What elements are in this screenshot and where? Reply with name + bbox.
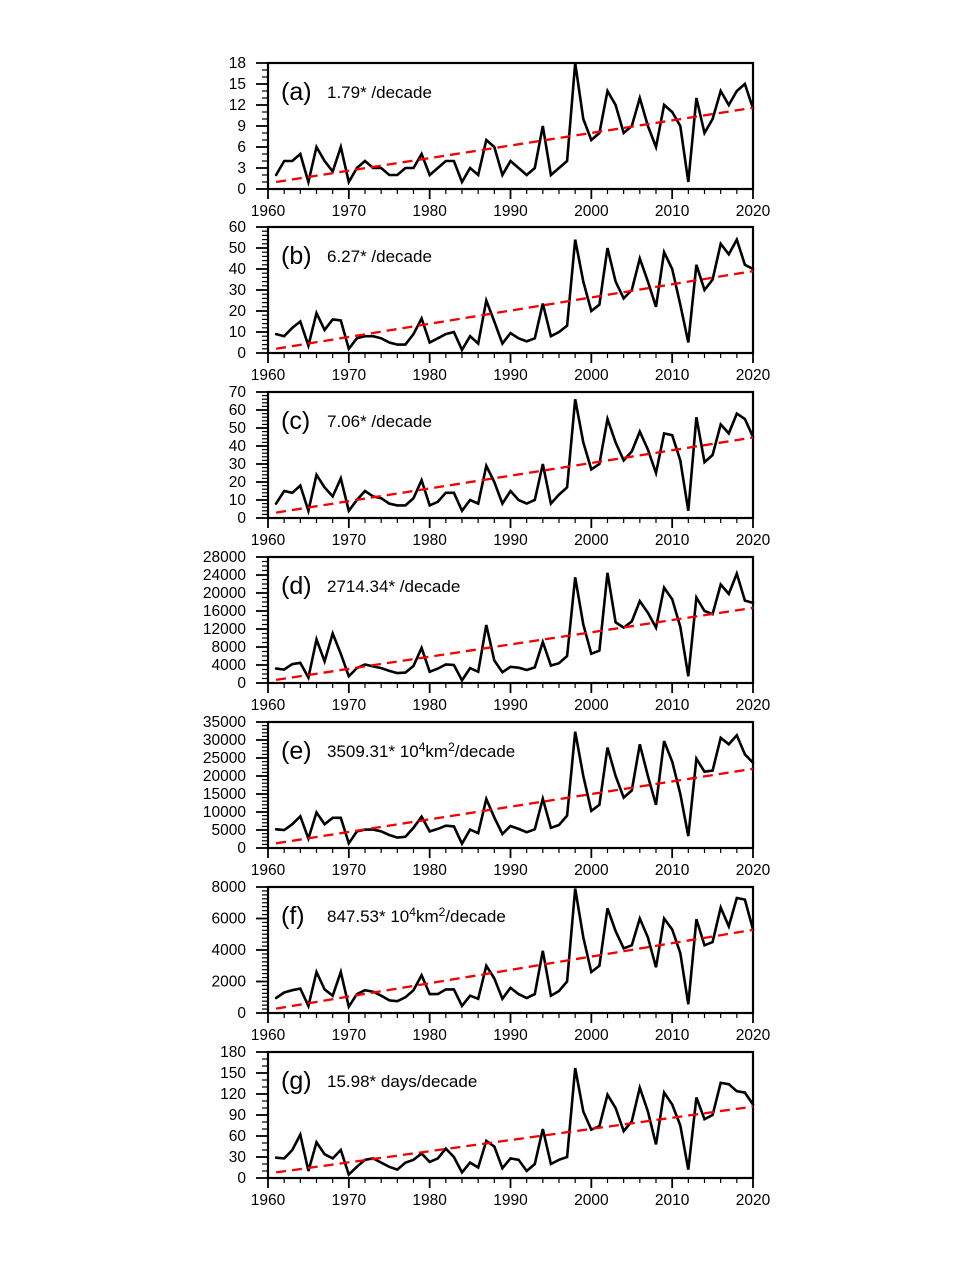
y-axis-ticks-a xyxy=(256,63,268,189)
x-tick-label: 1970 xyxy=(331,697,367,714)
x-tick-label: 1970 xyxy=(331,1027,367,1044)
x-tick-label: 1990 xyxy=(493,1027,528,1044)
y-tick-label: 20 xyxy=(228,303,246,321)
y-tick-label: 4000 xyxy=(211,657,246,675)
x-axis-ticks-b xyxy=(268,353,753,363)
x-tick-label: 2010 xyxy=(654,1192,690,1209)
x-tick-label: 1980 xyxy=(412,862,447,879)
x-tick-label: 1970 xyxy=(331,532,367,549)
y-tick-label: 0 xyxy=(237,345,246,363)
x-axis-ticks-e xyxy=(268,848,753,858)
y-tick-label: 30 xyxy=(228,456,246,474)
x-tick-label: 2020 xyxy=(735,1027,771,1044)
y-axis-ticks-f xyxy=(256,887,268,1013)
y-tick-label: 0 xyxy=(237,675,246,693)
trend-line-f xyxy=(276,930,753,1009)
y-tick-label: 60 xyxy=(228,219,246,237)
y-axis-ticks-g xyxy=(256,1052,268,1178)
trend-line-a xyxy=(276,108,753,182)
y-tick-label: 28000 xyxy=(202,549,246,567)
y-tick-label: 0 xyxy=(237,181,246,199)
y-tick-label: 40 xyxy=(228,261,246,279)
x-tick-label: 1980 xyxy=(412,367,447,384)
panel-letter-a: (a) xyxy=(281,78,312,106)
y-tick-label: 20 xyxy=(228,474,246,492)
panel-letter-d: (d) xyxy=(281,572,312,600)
panel-annotation-g: 15.98* days/decade xyxy=(327,1072,478,1091)
y-tick-label: 30 xyxy=(228,282,246,300)
x-tick-label: 1990 xyxy=(493,367,528,384)
x-tick-label: 1970 xyxy=(331,203,367,220)
y-tick-label: 5000 xyxy=(211,822,246,840)
x-tick-label: 1970 xyxy=(331,367,367,384)
x-tick-label: 1980 xyxy=(412,1192,447,1209)
y-tick-label: 25000 xyxy=(202,750,246,768)
panel-annotation-d: 2714.34* /decade xyxy=(327,577,461,596)
y-tick-label: 180 xyxy=(220,1044,246,1062)
panel-d xyxy=(203,549,771,714)
trend-line-g xyxy=(276,1107,753,1173)
x-tick-label: 1980 xyxy=(412,697,447,714)
panel-a xyxy=(229,55,771,220)
x-tick-label: 1990 xyxy=(493,862,528,879)
panel-letter-g: (g) xyxy=(281,1067,312,1095)
x-tick-label: 1960 xyxy=(250,532,286,549)
y-tick-label: 9 xyxy=(237,118,246,136)
x-tick-label: 2020 xyxy=(735,532,771,549)
x-axis-ticks-d xyxy=(268,683,753,693)
y-tick-label: 12000 xyxy=(202,621,246,639)
panel-letter-e: (e) xyxy=(281,737,312,765)
y-tick-label: 30000 xyxy=(202,732,246,750)
panel-letter-f: (f) xyxy=(281,902,305,930)
x-tick-label: 2000 xyxy=(574,367,609,384)
x-tick-label: 2010 xyxy=(654,367,690,384)
x-axis-ticks-g xyxy=(268,1178,753,1188)
y-tick-label: 50 xyxy=(228,420,246,438)
panel-b xyxy=(229,219,771,384)
x-tick-label: 2000 xyxy=(574,1192,609,1209)
y-tick-label: 24000 xyxy=(202,567,246,585)
y-tick-label: 30 xyxy=(228,1149,246,1167)
panel-annotation-e: 3509.31* $10^4km^2$/decade xyxy=(327,740,516,761)
y-tick-label: 35000 xyxy=(202,714,246,732)
panel-g xyxy=(220,1044,770,1209)
x-tick-label: 2010 xyxy=(654,203,690,220)
y-tick-label: 3 xyxy=(237,160,246,178)
y-tick-label: 0 xyxy=(237,840,246,858)
x-tick-label: 2020 xyxy=(735,862,771,879)
x-tick-label: 1980 xyxy=(412,203,447,220)
x-axis-ticks-a xyxy=(268,189,753,199)
y-tick-label: 150 xyxy=(220,1065,246,1083)
x-tick-label: 1960 xyxy=(250,862,286,879)
y-tick-label: 10 xyxy=(228,324,246,342)
x-tick-label: 1990 xyxy=(493,203,528,220)
panel-annotation-b: 6.27* /decade xyxy=(327,247,432,266)
x-tick-label: 1960 xyxy=(250,1027,286,1044)
y-tick-label: 10000 xyxy=(202,804,246,822)
x-tick-label: 1980 xyxy=(412,532,447,549)
panel-annotation-f: 847.53* $10^4km^2$/decade xyxy=(327,905,506,926)
y-tick-label: 20000 xyxy=(202,768,246,786)
x-tick-label: 2020 xyxy=(735,1192,771,1209)
y-tick-label: 6000 xyxy=(211,910,246,928)
y-axis-ticks-d xyxy=(256,557,268,683)
x-tick-label: 2010 xyxy=(654,1027,690,1044)
panel-f xyxy=(212,879,771,1044)
y-tick-label: 16000 xyxy=(202,603,246,621)
y-tick-label: 18 xyxy=(228,55,246,73)
x-tick-label: 2010 xyxy=(654,862,690,879)
y-tick-label: 70 xyxy=(228,384,246,402)
x-tick-label: 1960 xyxy=(250,1192,286,1209)
trend-line-d xyxy=(276,608,753,680)
x-tick-label: 2020 xyxy=(735,367,771,384)
y-axis-ticks-b xyxy=(256,227,268,353)
y-tick-label: 20000 xyxy=(202,585,246,603)
x-tick-label: 2000 xyxy=(574,532,609,549)
x-tick-label: 1960 xyxy=(250,697,286,714)
y-tick-label: 12 xyxy=(228,97,246,115)
x-tick-label: 1990 xyxy=(493,532,528,549)
y-tick-label: 120 xyxy=(220,1086,246,1104)
y-tick-label: 40 xyxy=(228,438,246,456)
y-tick-label: 2000 xyxy=(211,973,246,991)
y-tick-label: 50 xyxy=(228,240,246,258)
x-tick-label: 1960 xyxy=(250,203,286,220)
y-tick-label: 6 xyxy=(237,139,246,157)
x-tick-label: 1980 xyxy=(412,1027,447,1044)
series-line-a xyxy=(276,63,753,182)
x-tick-label: 1960 xyxy=(250,367,286,384)
y-tick-label: 10 xyxy=(228,492,246,510)
y-tick-label: 0 xyxy=(237,1170,246,1188)
panel-annotation-a: 1.79* /decade xyxy=(327,83,432,102)
y-axis-ticks-c xyxy=(256,392,268,518)
x-tick-label: 2020 xyxy=(735,697,771,714)
x-axis-ticks-c xyxy=(268,518,753,528)
x-tick-label: 1990 xyxy=(493,1192,528,1209)
y-tick-label: 15000 xyxy=(202,786,246,804)
panel-annotation-c: 7.06* /decade xyxy=(327,412,432,431)
y-tick-label: 60 xyxy=(228,402,246,420)
y-tick-label: 15 xyxy=(228,76,246,94)
x-tick-label: 2000 xyxy=(574,203,609,220)
x-tick-label: 2000 xyxy=(574,862,609,879)
panel-e xyxy=(203,714,771,879)
y-tick-label: 0 xyxy=(237,1005,246,1023)
y-tick-label: 8000 xyxy=(211,879,246,897)
x-tick-label: 2010 xyxy=(654,697,690,714)
y-tick-label: 0 xyxy=(237,510,246,528)
x-tick-label: 2000 xyxy=(574,1027,609,1044)
plot-frame-c xyxy=(268,392,753,518)
y-tick-label: 90 xyxy=(228,1107,246,1125)
x-tick-label: 1990 xyxy=(493,697,528,714)
x-tick-label: 2020 xyxy=(735,203,771,220)
x-axis-ticks-f xyxy=(268,1013,753,1023)
y-axis-ticks-e xyxy=(256,722,268,848)
panel-c xyxy=(229,384,771,549)
y-tick-label: 4000 xyxy=(211,942,246,960)
x-tick-label: 1970 xyxy=(331,1192,367,1209)
x-tick-label: 2000 xyxy=(574,697,609,714)
plot-frame-e xyxy=(268,722,753,848)
x-tick-label: 1970 xyxy=(331,862,367,879)
x-tick-label: 2010 xyxy=(654,532,690,549)
panel-letter-c: (c) xyxy=(281,407,311,435)
y-tick-label: 60 xyxy=(228,1128,246,1146)
panel-letter-b: (b) xyxy=(281,242,312,270)
plot-frame-d xyxy=(268,557,753,683)
y-tick-label: 8000 xyxy=(211,639,246,657)
